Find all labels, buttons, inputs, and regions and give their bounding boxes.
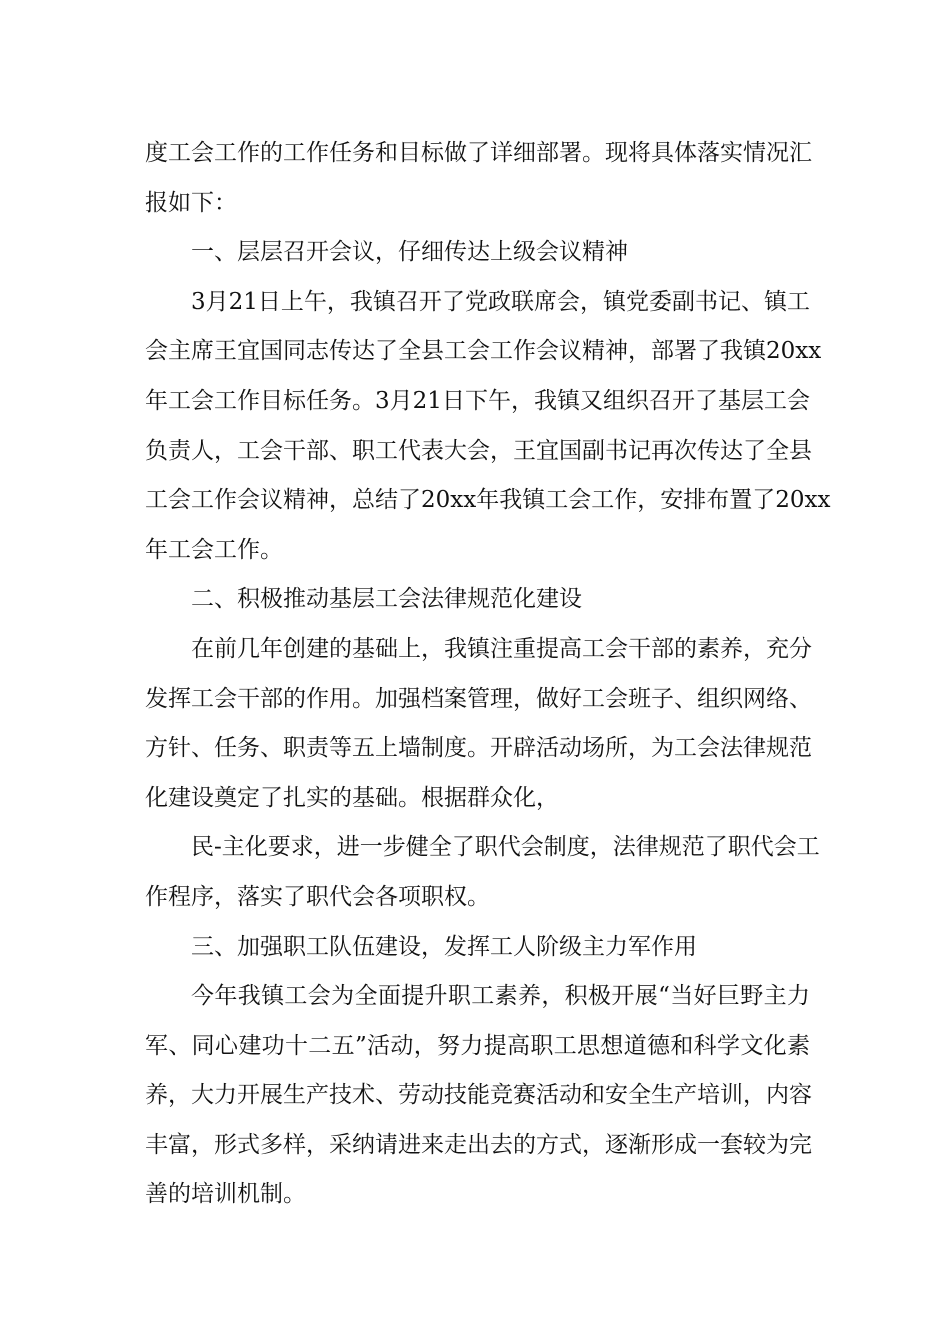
body-line-continuation: 度工会工作的工作任务和目标做了详细部署。现将具体落实情况汇: [145, 140, 812, 166]
body-line-paragraph-end: 善的培训机制。: [145, 1181, 306, 1208]
body-line: 发挥工会干部的作用。加强档案管理，做好工会班子、组织网络、: [145, 685, 812, 712]
body-line: 会主席王宜国同志传达了全县工会工作会议精神，部署了我镇20xx: [145, 338, 822, 365]
body-line-paragraph-start: 民-主化要求，进一步健全了职代会制度，法律规范了职代会工: [191, 834, 820, 861]
body-line: 年工会工作目标任务。3月21日下午，我镇又组织召开了基层工会: [145, 387, 810, 414]
body-line: 军、同心建功十二五”活动，努力提高职工思想道德和科学文化素: [145, 1032, 810, 1059]
body-line-paragraph-start: 3月21日上午，我镇召开了党政联席会，镇党委副书记、镇工: [191, 288, 810, 315]
body-line-paragraph-start: 在前几年创建的基础上，我镇注重提高工会干部的素养，充分: [191, 635, 812, 662]
body-line: 养，大力开展生产技术、劳动技能竞赛活动和安全生产培训，内容: [145, 1082, 812, 1109]
section-heading-3: 三、加强职工队伍建设，发挥工人阶级主力军作用: [191, 933, 697, 960]
body-line: 丰富，形式多样，采纳请进来走出去的方式，逐渐形成一套较为完: [145, 1131, 812, 1158]
body-line: 工会工作会议精神，总结了20xx年我镇工会工作，安排布置了20xx: [145, 487, 831, 514]
body-line: 负责人，工会干部、职工代表大会，王宜国副书记再次传达了全县: [145, 437, 812, 464]
section-heading-1: 一、层层召开会议，仔细传达上级会议精神: [191, 239, 628, 266]
body-line-paragraph-end: 年工会工作。: [145, 536, 283, 563]
body-line-paragraph-end: 化建设奠定了扎实的基础。根据群众化，: [145, 784, 559, 811]
body-line-paragraph-start: 今年我镇工会为全面提升职工素养，积极开展“当好巨野主力: [191, 983, 810, 1010]
document-body: [145, 129, 831, 1220]
body-line-paragraph-end: 报如下：: [145, 189, 237, 216]
section-heading-2: 二、积极推动基层工会法律规范化建设: [191, 586, 582, 613]
body-line: 方针、任务、职责等五上墙制度。开辟活动场所，为工会法律规范: [145, 735, 812, 762]
body-line-paragraph-end: 作程序，落实了职代会各项职权。: [145, 883, 490, 910]
